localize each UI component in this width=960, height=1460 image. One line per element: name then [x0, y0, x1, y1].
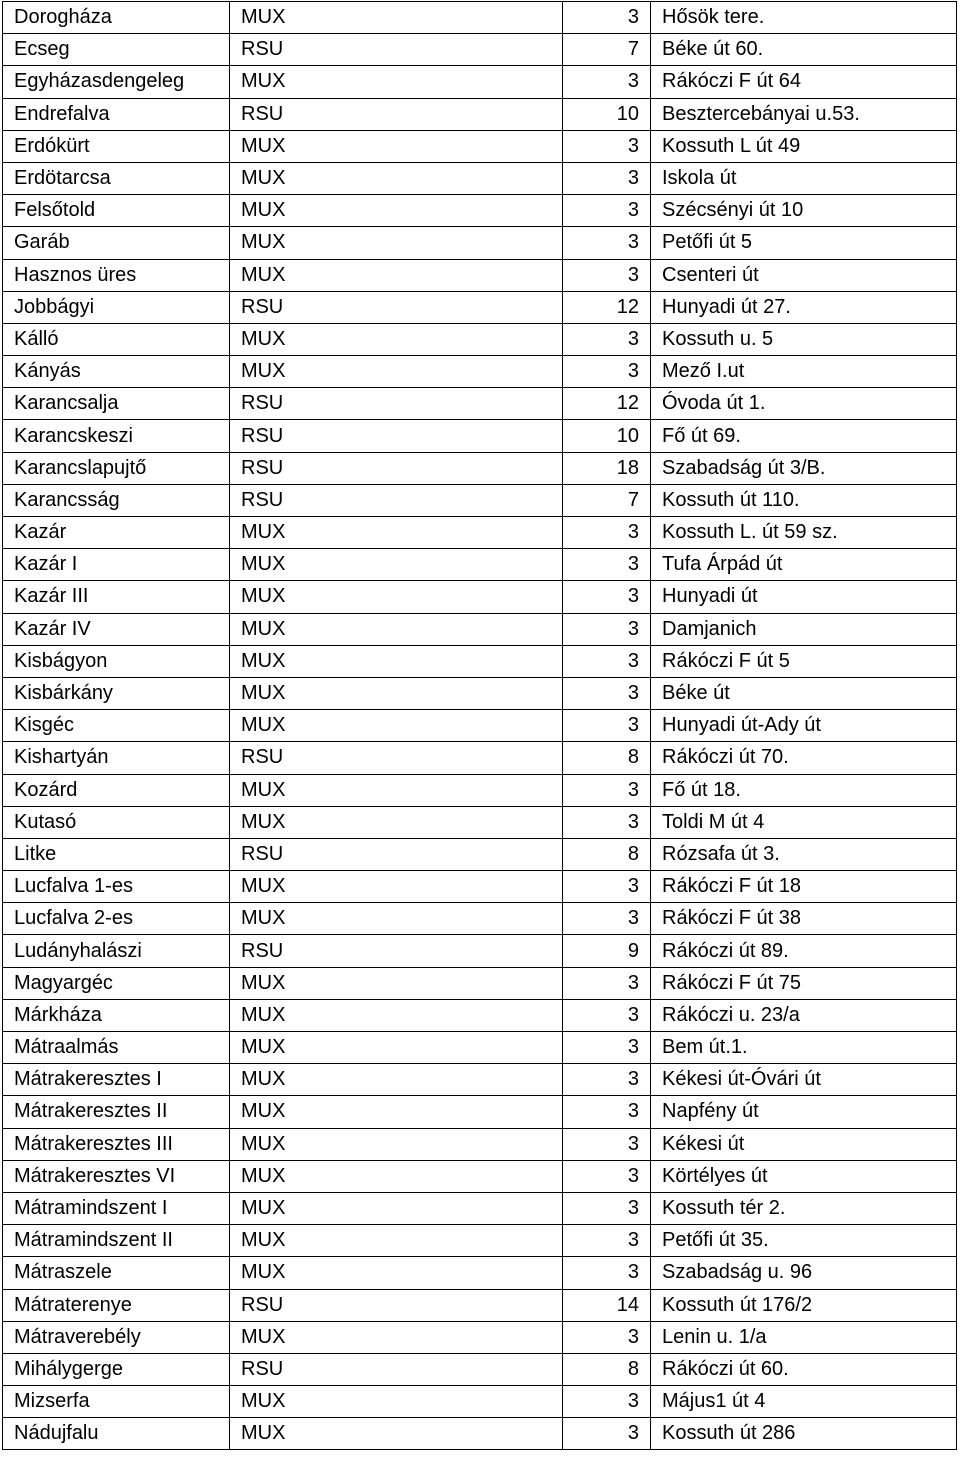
settlement-cell: Mátraalmás [3, 1032, 230, 1064]
count-cell: 3 [563, 1321, 651, 1353]
address-cell: Kékesi út-Óvári út [651, 1064, 957, 1096]
type-cell: MUX [230, 774, 563, 806]
table-row [3, 903, 957, 935]
table-row [3, 1386, 957, 1418]
settlement-cell: Mátrakeresztes VI [3, 1160, 230, 1192]
locations-table [2, 1, 957, 1450]
address-cell: Május1 út 4 [651, 1386, 957, 1418]
address-cell: Rákóczi út 60. [651, 1353, 957, 1385]
address-cell: Rákóczi F út 5 [651, 645, 957, 677]
settlement-cell: Kisbárkány [3, 677, 230, 709]
table-row [3, 774, 957, 806]
table-row [3, 581, 957, 613]
settlement-cell: Karancskeszi [3, 420, 230, 452]
settlement-cell: Erdókürt [3, 130, 230, 162]
count-cell: 3 [563, 2, 651, 34]
count-cell: 3 [563, 356, 651, 388]
count-cell: 3 [563, 1418, 651, 1450]
address-cell: Béke út [651, 677, 957, 709]
type-cell: MUX [230, 1225, 563, 1257]
table-row [3, 1128, 957, 1160]
address-cell: Rákóczi u. 23/a [651, 999, 957, 1031]
type-cell: MUX [230, 1321, 563, 1353]
count-cell: 3 [563, 677, 651, 709]
address-cell: Petőfi út 35. [651, 1225, 957, 1257]
settlement-cell: Felsőtold [3, 195, 230, 227]
count-cell: 3 [563, 645, 651, 677]
type-cell: MUX [230, 581, 563, 613]
count-cell: 3 [563, 1064, 651, 1096]
count-cell: 3 [563, 871, 651, 903]
type-cell: RSU [230, 420, 563, 452]
address-cell: Béke út 60. [651, 34, 957, 66]
type-cell: MUX [230, 645, 563, 677]
settlement-cell: Ecseg [3, 34, 230, 66]
count-cell: 3 [563, 195, 651, 227]
count-cell: 3 [563, 1225, 651, 1257]
type-cell: MUX [230, 710, 563, 742]
address-cell: Szabadság u. 96 [651, 1257, 957, 1289]
count-cell: 7 [563, 484, 651, 516]
count-cell: 3 [563, 1192, 651, 1224]
address-cell: Rákóczi F út 64 [651, 66, 957, 98]
address-cell: Hunyadi út [651, 581, 957, 613]
type-cell: MUX [230, 323, 563, 355]
address-cell: Rákóczi út 70. [651, 742, 957, 774]
table-row [3, 838, 957, 870]
count-cell: 3 [563, 130, 651, 162]
address-cell: Óvoda út 1. [651, 388, 957, 420]
count-cell: 8 [563, 838, 651, 870]
type-cell: RSU [230, 935, 563, 967]
table-row [3, 1160, 957, 1192]
count-cell: 12 [563, 291, 651, 323]
type-cell: MUX [230, 356, 563, 388]
settlement-cell: Lucfalva 1-es [3, 871, 230, 903]
address-cell: Kossuth L. út 59 sz. [651, 517, 957, 549]
address-cell: Iskola út [651, 162, 957, 194]
settlement-cell: Erdötarcsa [3, 162, 230, 194]
table-row [3, 645, 957, 677]
settlement-cell: Karancsalja [3, 388, 230, 420]
settlement-cell: Kazár III [3, 581, 230, 613]
address-cell: Fő út 18. [651, 774, 957, 806]
settlement-cell: Karancslapujtő [3, 452, 230, 484]
settlement-cell: Mátrakeresztes II [3, 1096, 230, 1128]
count-cell: 18 [563, 452, 651, 484]
type-cell: MUX [230, 613, 563, 645]
count-cell: 3 [563, 999, 651, 1031]
address-cell: Rákóczi F út 18 [651, 871, 957, 903]
type-cell: MUX [230, 677, 563, 709]
table-row [3, 1289, 957, 1321]
count-cell: 3 [563, 903, 651, 935]
settlement-cell: Kazár I [3, 549, 230, 581]
table-row [3, 1096, 957, 1128]
type-cell: MUX [230, 903, 563, 935]
type-cell: RSU [230, 1289, 563, 1321]
type-cell: MUX [230, 1418, 563, 1450]
settlement-cell: Garáb [3, 227, 230, 259]
table-row [3, 227, 957, 259]
address-cell: Szabadság út 3/B. [651, 452, 957, 484]
table-row [3, 742, 957, 774]
settlement-cell: Mihálygerge [3, 1353, 230, 1385]
table-row [3, 162, 957, 194]
table-row [3, 1064, 957, 1096]
settlement-cell: Hasznos üres [3, 259, 230, 291]
count-cell: 3 [563, 259, 651, 291]
address-cell: Kossuth út 110. [651, 484, 957, 516]
count-cell: 8 [563, 742, 651, 774]
address-cell: Rózsafa út 3. [651, 838, 957, 870]
settlement-cell: Mátramindszent I [3, 1192, 230, 1224]
address-cell: Fő út 69. [651, 420, 957, 452]
count-cell: 3 [563, 1386, 651, 1418]
type-cell: MUX [230, 1032, 563, 1064]
settlement-cell: Ludányhalászi [3, 935, 230, 967]
settlement-cell: Nádujfalu [3, 1418, 230, 1450]
settlement-cell: Kálló [3, 323, 230, 355]
type-cell: RSU [230, 742, 563, 774]
address-cell: Kossuth L út 49 [651, 130, 957, 162]
table-row [3, 291, 957, 323]
table-row [3, 871, 957, 903]
settlement-cell: Kazár [3, 517, 230, 549]
settlement-cell: Mátraterenye [3, 1289, 230, 1321]
type-cell: MUX [230, 1386, 563, 1418]
address-cell: Szécsényi út 10 [651, 195, 957, 227]
address-cell: Damjanich [651, 613, 957, 645]
table-row [3, 677, 957, 709]
type-cell: MUX [230, 517, 563, 549]
type-cell: MUX [230, 1064, 563, 1096]
table-row [3, 710, 957, 742]
table-row [3, 34, 957, 66]
address-cell: Rákóczi F út 75 [651, 967, 957, 999]
type-cell: MUX [230, 66, 563, 98]
table-row [3, 452, 957, 484]
settlement-cell: Kishartyán [3, 742, 230, 774]
address-cell: Toldi M út 4 [651, 806, 957, 838]
type-cell: RSU [230, 452, 563, 484]
type-cell: RSU [230, 98, 563, 130]
count-cell: 3 [563, 613, 651, 645]
settlement-cell: Kisbágyon [3, 645, 230, 677]
table-row [3, 66, 957, 98]
table-row [3, 98, 957, 130]
type-cell: RSU [230, 838, 563, 870]
table-row [3, 1418, 957, 1450]
address-cell: Napfény út [651, 1096, 957, 1128]
settlement-cell: Kisgéc [3, 710, 230, 742]
address-cell: Kossuth tér 2. [651, 1192, 957, 1224]
count-cell: 3 [563, 323, 651, 355]
type-cell: RSU [230, 484, 563, 516]
address-cell: Tufa Árpád út [651, 549, 957, 581]
type-cell: MUX [230, 967, 563, 999]
type-cell: MUX [230, 1192, 563, 1224]
table-row [3, 1192, 957, 1224]
address-cell: Petőfi út 5 [651, 227, 957, 259]
table-row [3, 1032, 957, 1064]
type-cell: MUX [230, 1128, 563, 1160]
table-row [3, 967, 957, 999]
type-cell: MUX [230, 1160, 563, 1192]
count-cell: 3 [563, 1096, 651, 1128]
address-cell: Rákóczi út 89. [651, 935, 957, 967]
settlement-cell: Magyargéc [3, 967, 230, 999]
table-body [3, 2, 957, 1450]
count-cell: 3 [563, 774, 651, 806]
address-cell: Bem út.1. [651, 1032, 957, 1064]
address-cell: Lenin u. 1/a [651, 1321, 957, 1353]
table-row [3, 935, 957, 967]
settlement-cell: Litke [3, 838, 230, 870]
count-cell: 3 [563, 549, 651, 581]
table-row [3, 130, 957, 162]
count-cell: 3 [563, 1032, 651, 1064]
settlement-cell: Kozárd [3, 774, 230, 806]
type-cell: MUX [230, 1096, 563, 1128]
settlement-cell: Mátrakeresztes I [3, 1064, 230, 1096]
table-row [3, 613, 957, 645]
settlement-cell: Endrefalva [3, 98, 230, 130]
settlement-cell: Kányás [3, 356, 230, 388]
type-cell: MUX [230, 806, 563, 838]
table-row [3, 549, 957, 581]
address-cell: Hunyadi út-Ady út [651, 710, 957, 742]
count-cell: 10 [563, 98, 651, 130]
settlement-cell: Mátraverebély [3, 1321, 230, 1353]
settlement-cell: Mátraszele [3, 1257, 230, 1289]
count-cell: 9 [563, 935, 651, 967]
address-cell: Mező I.ut [651, 356, 957, 388]
address-cell: Hunyadi út 27. [651, 291, 957, 323]
count-cell: 8 [563, 1353, 651, 1385]
type-cell: MUX [230, 162, 563, 194]
settlement-cell: Jobbágyi [3, 291, 230, 323]
address-cell: Kossuth u. 5 [651, 323, 957, 355]
table-row [3, 259, 957, 291]
type-cell: MUX [230, 999, 563, 1031]
count-cell: 3 [563, 1160, 651, 1192]
address-cell: Kékesi út [651, 1128, 957, 1160]
table-row [3, 323, 957, 355]
table-row [3, 999, 957, 1031]
table-row [3, 420, 957, 452]
table-row [3, 806, 957, 838]
settlement-cell: Lucfalva 2-es [3, 903, 230, 935]
address-cell: Csenteri út [651, 259, 957, 291]
type-cell: MUX [230, 2, 563, 34]
count-cell: 14 [563, 1289, 651, 1321]
count-cell: 3 [563, 806, 651, 838]
type-cell: RSU [230, 388, 563, 420]
type-cell: MUX [230, 549, 563, 581]
count-cell: 7 [563, 34, 651, 66]
count-cell: 3 [563, 1257, 651, 1289]
type-cell: RSU [230, 291, 563, 323]
settlement-cell: Mizserfa [3, 1386, 230, 1418]
count-cell: 3 [563, 710, 651, 742]
count-cell: 3 [563, 162, 651, 194]
type-cell: MUX [230, 871, 563, 903]
type-cell: RSU [230, 34, 563, 66]
address-cell: Kossuth út 286 [651, 1418, 957, 1450]
table-row [3, 1353, 957, 1385]
settlement-cell: Kutasó [3, 806, 230, 838]
table-row [3, 195, 957, 227]
address-cell: Rákóczi F út 38 [651, 903, 957, 935]
table-row [3, 484, 957, 516]
count-cell: 3 [563, 517, 651, 549]
table-row [3, 517, 957, 549]
settlement-cell: Mátrakeresztes III [3, 1128, 230, 1160]
address-cell: Besztercebányai u.53. [651, 98, 957, 130]
count-cell: 3 [563, 66, 651, 98]
address-cell: Kossuth út 176/2 [651, 1289, 957, 1321]
table-row [3, 2, 957, 34]
type-cell: MUX [230, 259, 563, 291]
settlement-cell: Karancsság [3, 484, 230, 516]
table-row [3, 1225, 957, 1257]
settlement-cell: Dorogháza [3, 2, 230, 34]
table-row [3, 388, 957, 420]
count-cell: 12 [563, 388, 651, 420]
type-cell: MUX [230, 1257, 563, 1289]
count-cell: 3 [563, 967, 651, 999]
settlement-cell: Mátramindszent II [3, 1225, 230, 1257]
settlement-cell: Kazár IV [3, 613, 230, 645]
type-cell: RSU [230, 1353, 563, 1385]
settlement-cell: Márkháza [3, 999, 230, 1031]
settlement-cell: Egyházasdengeleg [3, 66, 230, 98]
count-cell: 3 [563, 581, 651, 613]
type-cell: MUX [230, 195, 563, 227]
type-cell: MUX [230, 227, 563, 259]
count-cell: 10 [563, 420, 651, 452]
count-cell: 3 [563, 227, 651, 259]
address-cell: Körtélyes út [651, 1160, 957, 1192]
table-row [3, 1321, 957, 1353]
address-cell: Hősök tere. [651, 2, 957, 34]
type-cell: MUX [230, 130, 563, 162]
table-row [3, 1257, 957, 1289]
table-row [3, 356, 957, 388]
count-cell: 3 [563, 1128, 651, 1160]
